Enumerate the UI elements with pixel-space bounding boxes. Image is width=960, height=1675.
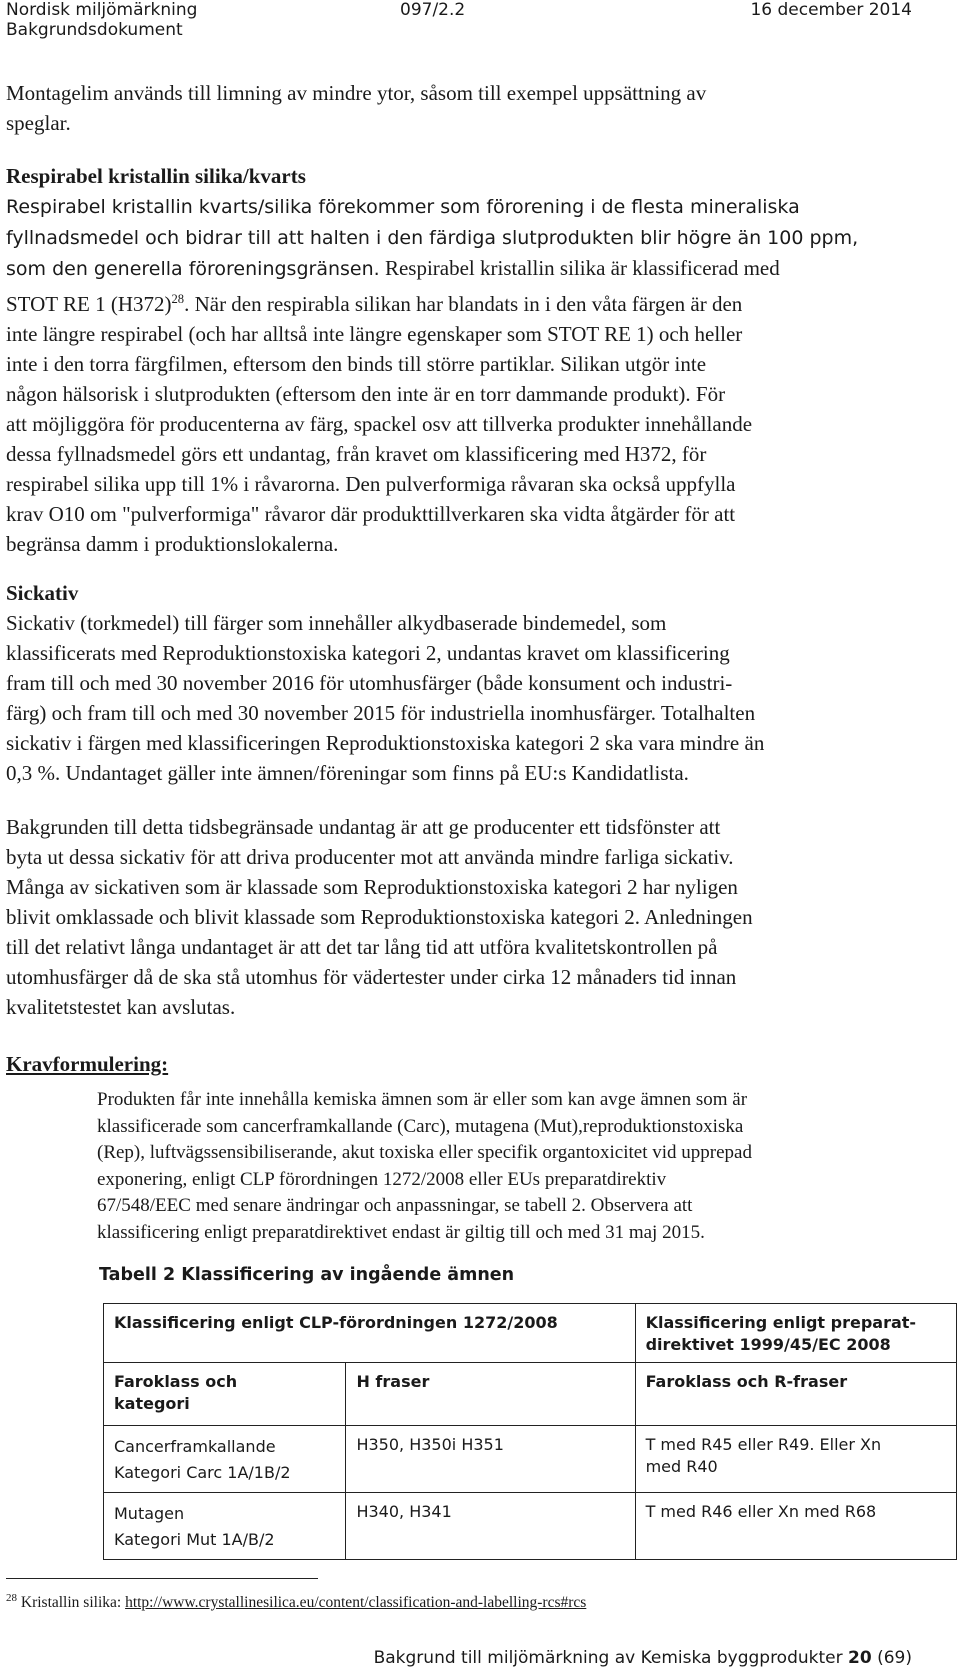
silica-line: . När den respirabla silikan har blandats in i den våta färgen är den xyxy=(184,292,743,316)
requirement-line: exponering, enligt CLP förordningen 1272/2008 eller EUs preparatdirektiv xyxy=(97,1168,667,1190)
silica-line: STOT RE 1 (H372) xyxy=(6,292,172,316)
cell-line: T med R46 eller Xn med R68 xyxy=(645,1502,877,1521)
page-number: 20 xyxy=(848,1648,872,1668)
header-doc-number: 097/2.2 xyxy=(400,0,466,20)
background-line: till det relativt långa undantaget är att det tar lång tid att utföra kvalitetskontrollen på xyxy=(6,935,718,959)
table-header-directive xyxy=(635,1304,956,1363)
header-line: Klassificering enligt preparat- xyxy=(645,1313,917,1332)
table-cell-h: H350, H350i H351 xyxy=(346,1426,635,1493)
footnote xyxy=(6,1592,586,1612)
background-line: Bakgrunden till detta tidsbegränsade undantag är att ge producenter ett tidsfönster att xyxy=(6,815,721,839)
siccative-line: sickativ i färgen med klassificeringen Reproduktionstoxiska kategori 2 ska vara mindre än xyxy=(6,731,765,755)
table-header-row xyxy=(104,1304,957,1363)
intro-paragraph xyxy=(6,78,918,138)
cell-line: T med R45 eller R49. Eller Xn xyxy=(645,1435,882,1454)
silica-line: inte i den torra färgfilmen, eftersom den binds till större partiklar. Silikan utgör inte xyxy=(6,352,707,376)
footer-title: Bakgrund till miljömärkning av Kemiska byggprodukter xyxy=(373,1648,843,1668)
siccative-line: klassificerats med Reproduktionstoxiska kategori 2, undantas kravet om klassificering xyxy=(6,641,730,665)
table-row xyxy=(104,1426,957,1493)
silica-line: fyllnadsmedel och bidrar till att halten i den färdiga slutprodukten blir högre än 100 ppm, xyxy=(6,227,859,249)
silica-line: att möjliggöra för producenterna av färg, spackel osv att tillverka produkter innehållande xyxy=(6,412,753,436)
cell-line: Kategori Mut 1A/B/2 xyxy=(114,1530,275,1549)
page-header xyxy=(0,0,960,44)
table-cell-r xyxy=(635,1426,956,1493)
requirement-line: 67/548/EEC med senare ändringar och anpassningar, se tabell 2. Observera att xyxy=(97,1195,693,1216)
footnote-ref: 28 xyxy=(171,292,185,306)
background-line: Många av sickativen som är klassade som Reproduktionstoxiska kategori 2 har nyligen xyxy=(6,875,738,899)
footnote-number: 28 xyxy=(6,1592,17,1604)
silica-line: Respirabel kristallin silika är klassificerad med xyxy=(379,256,780,280)
siccative-line: Sickativ (torkmedel) till färger som innehåller alkydbaserade bindemedel, som xyxy=(6,611,667,635)
silica-line: respirabel silika upp till 1% i råvarorna. Den pulverformiga råvaran ska också uppfylla xyxy=(6,472,736,496)
silica-paragraph xyxy=(6,191,918,559)
requirement-paragraph xyxy=(97,1087,917,1246)
header-line: direktivet 1999/45/EC 2008 xyxy=(645,1335,891,1354)
footnote-divider xyxy=(6,1578,318,1579)
header-org: Nordisk miljömärkning xyxy=(6,0,198,20)
requirement-line: (Rep), luftvägssensibiliserande, akut toxiska eller specifik organtoxicitet vid upprepad xyxy=(97,1142,752,1163)
requirement-line: Produkten får inte innehålla kemiska ämnen som är eller som kan avge ämnen som är xyxy=(97,1089,748,1110)
siccative-heading: Sickativ xyxy=(6,581,79,605)
page-footer xyxy=(374,1648,912,1668)
cell-line: Cancerframkallande xyxy=(114,1437,276,1456)
table-row xyxy=(104,1493,957,1560)
intro-line: speglar. xyxy=(6,111,71,135)
requirement-line: klassificering enligt preparatdirektivet endast är giltig till och med 31 maj 2015. xyxy=(97,1221,705,1243)
siccative-line: fram till och med 30 november 2016 för utomhusfärger (både konsument och industri- xyxy=(6,671,733,695)
silica-line: som den generella föroreningsgränsen. xyxy=(6,258,380,280)
background-line: byta ut dessa sickativ för att driva producenter mot att använda mindre farliga sickativ. xyxy=(6,845,734,869)
silica-heading: Respirabel kristallin silika/kvarts xyxy=(6,164,306,188)
siccative-paragraph xyxy=(6,608,918,788)
silica-line: Respirabel kristallin kvarts/silika förekommer som förorening i de flesta mineraliska xyxy=(6,196,800,218)
requirement-heading: Kravformulering: xyxy=(6,1052,169,1076)
footnote-link[interactable]: http://www.crystallinesilica.eu/content/classification-and-labelling-rcs#rcs xyxy=(125,1594,587,1612)
table-cell-class xyxy=(104,1493,346,1560)
header-date: 16 december 2014 xyxy=(750,0,912,20)
table-subheader-r: Faroklass och R-fraser xyxy=(635,1363,956,1426)
table-cell-h: H340, H341 xyxy=(346,1493,635,1560)
background-line: utomhusfärger då de ska stå utomhus för vädertester under cirka 12 månaders tid innan xyxy=(6,965,737,989)
background-line: blivit omklassade och blivit klassade som Reproduktionstoxiska kategori 2. Anledningen xyxy=(6,905,753,929)
table-subheader-class xyxy=(104,1363,346,1426)
table-cell-r xyxy=(635,1493,956,1560)
siccative-line: 0,3 %. Undantaget gäller inte ämnen/föreningar som finns på EU:s Kandidatlista. xyxy=(6,761,689,785)
table-title: Tabell 2 Klassificering av ingående ämnen xyxy=(99,1265,515,1285)
table-subheader-h: H fraser xyxy=(346,1363,635,1426)
background-paragraph xyxy=(6,812,918,1022)
header-doc-type: Bakgrundsdokument xyxy=(6,20,183,40)
silica-line: dessa fyllnadsmedel görs ett undantag, från kravet om klassificering med H372, för xyxy=(6,442,707,466)
cell-line: Mutagen xyxy=(114,1504,185,1523)
cell-line: Kategori Carc 1A/1B/2 xyxy=(114,1463,291,1482)
silica-line: krav O10 om "pulverformiga" råvaror där produkttillverkaren ska vidta åtgärder för att xyxy=(6,502,736,526)
footnote-text: Kristallin silika: xyxy=(17,1594,126,1612)
silica-line: någon hälsorisk i slutprodukten (eftersom den inte är en torr dammande produkt). För xyxy=(6,382,726,406)
silica-line: begränsa damm i produktionslokalerna. xyxy=(6,532,339,556)
siccative-line: färg) och fram till och med 30 november 2015 för industriella inomhusfärger. Totalhalten xyxy=(6,701,756,725)
table-subheader-row xyxy=(104,1363,957,1426)
table-cell-class xyxy=(104,1426,346,1493)
subheader-line: kategori xyxy=(114,1394,190,1413)
subheader-line: Faroklass och xyxy=(114,1372,238,1391)
silica-line: inte längre respirabel (och har alltså inte längre egenskaper som STOT RE 1) och heller xyxy=(6,322,743,346)
cell-line: med R40 xyxy=(645,1457,718,1476)
table-header-clp: Klassificering enligt CLP-förordningen 1272/2008 xyxy=(104,1304,636,1363)
requirement-line: klassificerade som cancerframkallande (Carc), mutagena (Mut),reproduktionstoxiska xyxy=(97,1115,744,1137)
page-total: (69) xyxy=(877,1648,912,1668)
background-line: kvalitetstestet kan avslutas. xyxy=(6,995,236,1019)
intro-line: Montagelim används till limning av mindre ytor, såsom till exempel uppsättning av xyxy=(6,81,707,105)
classification-table xyxy=(103,1303,957,1560)
